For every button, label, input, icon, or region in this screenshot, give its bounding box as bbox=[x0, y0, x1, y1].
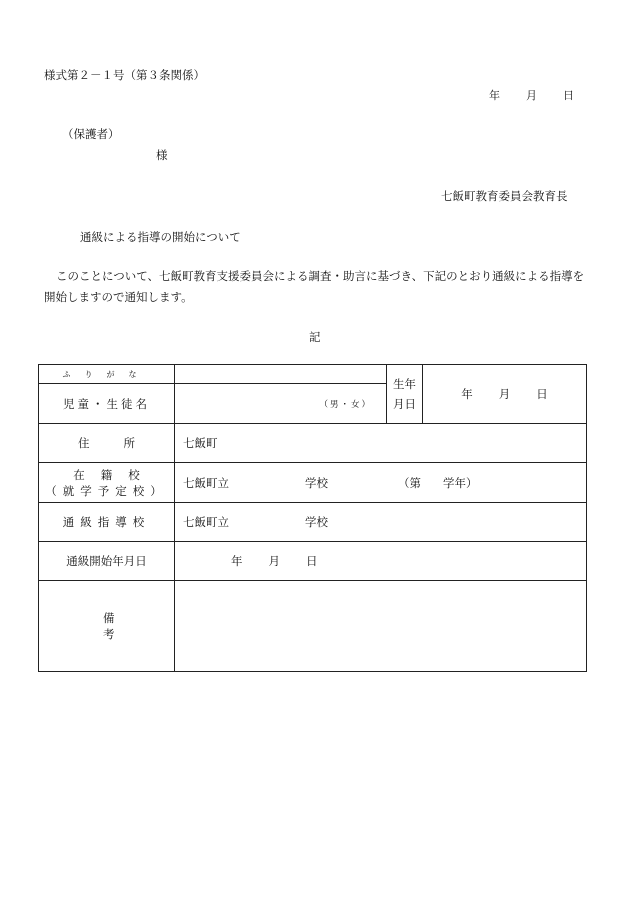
birth-date-field[interactable] bbox=[423, 365, 587, 424]
subject-line: 通級による指導の開始について bbox=[80, 230, 241, 244]
remarks-label: 備考 bbox=[39, 581, 175, 672]
school-sublabel: （就学予定校） bbox=[45, 483, 168, 498]
issue-date-year: 年 bbox=[489, 89, 500, 102]
birth-label-line1: 生年 bbox=[393, 377, 416, 391]
start-day: 日 bbox=[306, 554, 318, 568]
tsuukyuu-school-label: 通級指導校 bbox=[39, 503, 175, 542]
gender-option[interactable]: （男・女） bbox=[319, 399, 372, 410]
issue-date bbox=[489, 87, 574, 103]
body-text: このことについて、七飯町教育支援委員会による調査・助言に基づき、下記のとおり通級による指導を開始しますので通知します。 bbox=[44, 269, 585, 304]
furigana-label: ふりがな bbox=[39, 365, 175, 384]
form-number: 様式第２－１号（第３条関係） bbox=[44, 68, 205, 82]
start-month: 月 bbox=[268, 554, 280, 568]
start-year: 年 bbox=[231, 554, 243, 568]
start-date-label: 通級開始年月日 bbox=[39, 542, 175, 581]
school-prefix: 七飯町立 bbox=[183, 475, 229, 490]
birth-month: 月 bbox=[498, 387, 511, 401]
school-label: 在籍校 bbox=[73, 467, 156, 482]
sender-title: 七飯町教育委員会教育長 bbox=[441, 189, 568, 203]
notice-table bbox=[38, 364, 587, 672]
tsuukyuu-school-field[interactable] bbox=[175, 503, 587, 542]
recipient-honorific: 様 bbox=[156, 148, 168, 162]
school-suffix: 学校 bbox=[305, 475, 328, 490]
school-grade-open: （第 bbox=[398, 475, 421, 490]
tsuukyuu-suffix: 学校 bbox=[305, 515, 328, 529]
address-value: 七飯町 bbox=[183, 436, 218, 450]
start-date-field[interactable] bbox=[175, 542, 587, 581]
student-name-field[interactable] bbox=[175, 384, 387, 424]
student-name-label: 児童・生徒名 bbox=[39, 384, 175, 424]
tsuukyuu-prefix: 七飯町立 bbox=[183, 515, 229, 529]
school-label-cell bbox=[39, 463, 175, 503]
birth-label-line2: 月日 bbox=[393, 397, 416, 411]
recipient-label: （保護者） bbox=[62, 127, 120, 141]
address-label: 住所 bbox=[39, 424, 175, 463]
remarks-field[interactable] bbox=[175, 581, 587, 672]
ki-heading: 記 bbox=[309, 330, 321, 344]
issue-date-day: 日 bbox=[563, 89, 574, 102]
issue-date-month: 月 bbox=[526, 89, 537, 102]
address-field[interactable] bbox=[175, 424, 587, 463]
school-field[interactable] bbox=[175, 463, 587, 503]
birth-day: 日 bbox=[536, 387, 548, 401]
birth-year: 年 bbox=[461, 387, 473, 401]
furigana-field[interactable] bbox=[175, 365, 387, 384]
school-grade-close: 学年） bbox=[443, 475, 478, 490]
birth-label bbox=[387, 365, 423, 424]
